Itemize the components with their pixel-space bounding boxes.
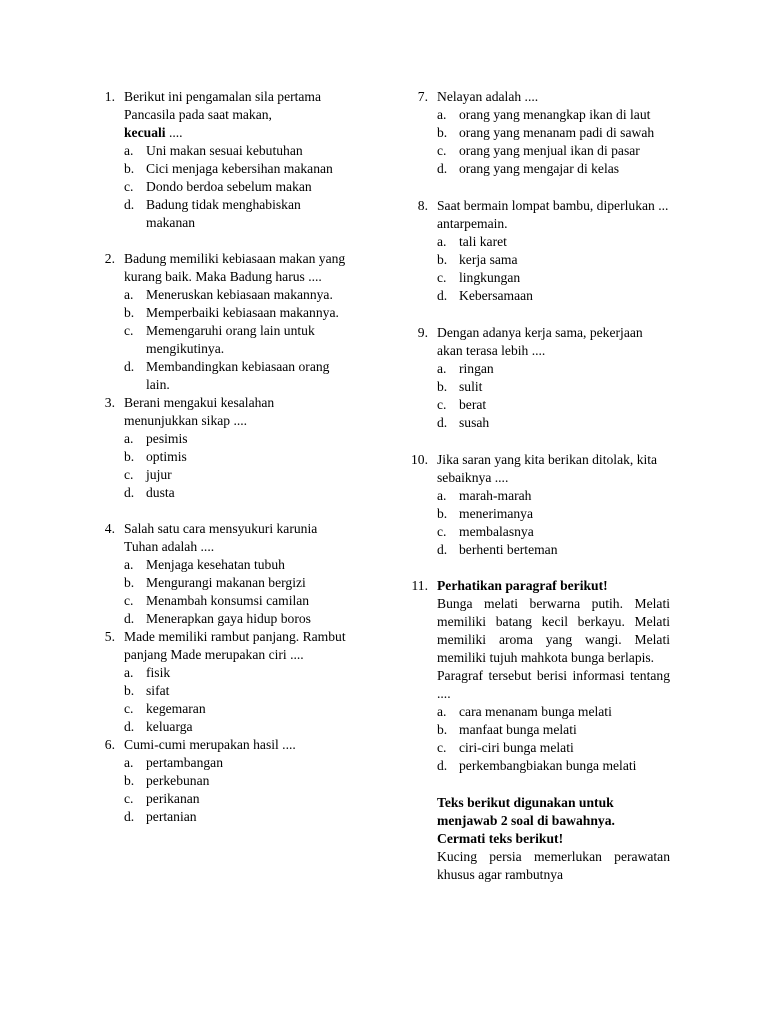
question-number: 9. [417, 325, 428, 340]
option-c: c. Memengaruhi orang lain untuk mengikutinya. [124, 323, 315, 356]
left-column [95, 88, 347, 826]
option-c: c. membalasnya [437, 524, 534, 539]
question-text: Dengan adanya kerja sama, pekerjaan akan terasa lebih .... [437, 325, 643, 358]
spacer [408, 305, 670, 324]
question-number: 4. [104, 521, 115, 536]
question-heading: Perhatikan paragraf berikut! [437, 578, 608, 593]
option-b: b. menerimanya [437, 506, 533, 521]
option-a: a. pertambangan [124, 755, 223, 770]
option-c: c. berat [437, 397, 487, 412]
option-a: a. Uni makan sesuai kebutuhan [124, 143, 303, 158]
option-d: d. Badung tidak menghabiskan makanan [124, 197, 301, 230]
option-b: b. orang yang menanam padi di sawah [437, 125, 655, 140]
spacer [408, 432, 670, 451]
option-a: a. Meneruskan kebiasaan makannya. [124, 287, 333, 302]
option-c: c. lingkungan [437, 270, 521, 285]
option-a: a. pesimis [124, 431, 188, 446]
question-number: 10. [411, 452, 428, 467]
option-b: b. perkebunan [124, 773, 210, 788]
option-c: c. Menambah konsumsi camilan [124, 593, 310, 608]
question-number: 2. [104, 251, 115, 266]
option-a: a. cara menanam bunga melati [437, 704, 612, 719]
question-3 [95, 394, 347, 502]
question-number: 7. [417, 89, 428, 104]
question-number: 5. [104, 629, 115, 644]
spacer [408, 775, 670, 794]
option-c: c. perikanan [124, 791, 200, 806]
option-d: d. Kebersamaan [437, 288, 533, 303]
question-paragraph: Bunga melati berwarna putih. Melati memiliki batang kecil berkayu. Melati memiliki aroma yang wangi. Melati memiliki tujuh mahkota bunga berlapis. [437, 596, 670, 665]
spacer [95, 502, 347, 520]
question-6 [95, 736, 347, 826]
option-a: a. tali karet [437, 234, 507, 249]
text-block-heading: Teks berikut digunakan untuk menjawab 2 soal di bawahnya. [437, 795, 615, 828]
right-column [408, 88, 670, 884]
question-number: 8. [417, 198, 428, 213]
question-4 [95, 520, 347, 628]
text-block-instruction: Cermati teks berikut! [437, 831, 564, 846]
option-c: c. kegemaran [124, 701, 206, 716]
option-d: d. Membandingkan kebiasaan orang lain. [124, 359, 330, 392]
question-text: Saat bermain lompat bambu, diperlukan ... antarpemain. [437, 198, 669, 231]
option-b: b. optimis [124, 449, 187, 464]
spacer [408, 178, 670, 197]
question-11 [408, 577, 670, 775]
question-text: Paragraf tersebut berisi informasi tentang .... [437, 668, 670, 701]
option-a: a. Menjaga kesehatan tubuh [124, 557, 285, 572]
question-text: Berikut ini pengamalan sila pertama Pancasila pada saat makan, kecuali .... [124, 89, 322, 140]
question-number: 3. [104, 395, 115, 410]
question-2 [95, 250, 347, 394]
spacer [95, 232, 347, 250]
option-b: b. sulit [437, 379, 483, 394]
question-text: Salah satu cara mensyukuri karunia Tuhan adalah .... [124, 521, 318, 554]
question-8 [408, 197, 670, 305]
question-5 [95, 628, 347, 736]
question-text: Nelayan adalah .... [437, 89, 539, 104]
option-c: c. Dondo berdoa sebelum makan [124, 179, 312, 194]
option-a: a. fisik [124, 665, 171, 680]
spacer [408, 559, 670, 577]
question-7 [408, 88, 670, 178]
question-text: Made memiliki rambut panjang. Rambut panjang Made merupakan ciri .... [124, 629, 346, 662]
option-d: d. dusta [124, 485, 175, 500]
question-1 [95, 88, 347, 232]
question-text: Berani mengakui kesalahan menunjukkan sikap .... [124, 395, 275, 428]
option-d: d. pertanian [124, 809, 197, 824]
question-9 [408, 324, 670, 432]
option-c: c. jujur [124, 467, 172, 482]
question-number: 11. [411, 578, 428, 593]
reading-text-block [408, 794, 670, 884]
option-b: b. sifat [124, 683, 170, 698]
question-text: Badung memiliki kebiasaan makan yang kurang baik. Maka Badung harus .... [124, 251, 346, 284]
text-block-body: Kucing persia memerlukan perawatan khusus agar rambutnya [437, 849, 670, 882]
option-d: d. orang yang mengajar di kelas [437, 161, 620, 176]
option-b: b. Memperbaiki kebiasaan makannya. [124, 305, 339, 320]
option-b: b. Cici menjaga kebersihan makanan [124, 161, 333, 176]
option-d: d. keluarga [124, 719, 193, 734]
option-b: b. Mengurangi makanan bergizi [124, 575, 306, 590]
option-d: d. perkembangbiakan bunga melati [437, 758, 637, 773]
option-a: a. ringan [437, 361, 494, 376]
question-number: 6. [104, 737, 115, 752]
question-number: 1. [104, 89, 115, 104]
emphasis-text: kecuali [124, 125, 166, 140]
option-b: b. kerja sama [437, 252, 518, 267]
option-d: d. susah [437, 415, 490, 430]
option-a: a. marah-marah [437, 488, 532, 503]
option-d: d. berhenti berteman [437, 542, 558, 557]
question-text: Jika saran yang kita berikan ditolak, kita sebaiknya .... [437, 452, 658, 485]
question-text: Cumi-cumi merupakan hasil .... [124, 737, 296, 752]
option-c: c. ciri-ciri bunga melati [437, 740, 574, 755]
option-a: a. orang yang menangkap ikan di laut [437, 107, 651, 122]
option-c: c. orang yang menjual ikan di pasar [437, 143, 640, 158]
option-d: d. Menerapkan gaya hidup boros [124, 611, 311, 626]
question-10 [408, 451, 670, 559]
option-b: b. manfaat bunga melati [437, 722, 577, 737]
